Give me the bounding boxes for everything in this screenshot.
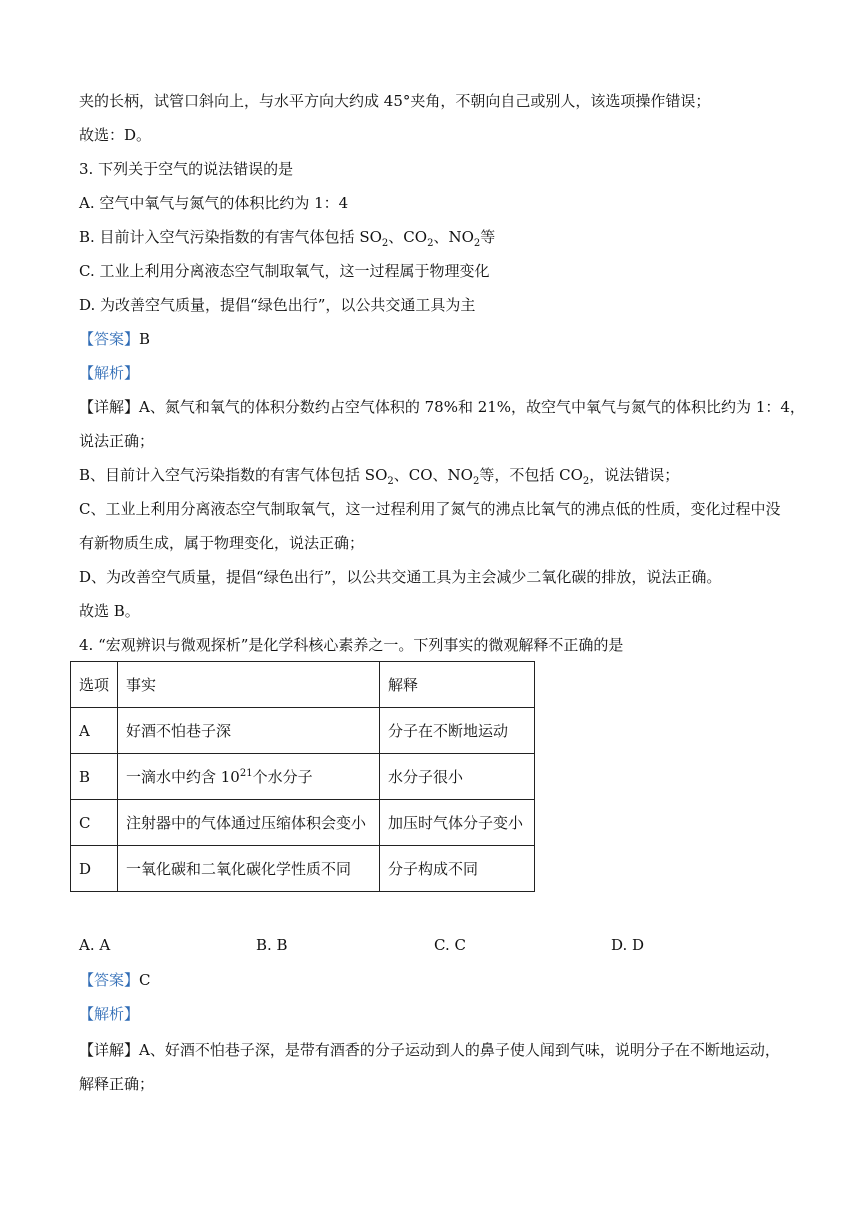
table-row [71, 800, 535, 846]
table-cell: A [71, 708, 118, 754]
text-fragment: B. 目前计入空气污染指数的有害气体包括 SO [79, 228, 382, 246]
subscript: 2 [427, 238, 434, 249]
question-3-option-d: D. 为改善空气质量，提倡“绿色出行”，以公共交通工具为主 [79, 296, 476, 314]
text-fragment: 、CO、NO [393, 466, 473, 484]
table-cell: 分子构成不同 [380, 846, 535, 892]
table-cell: 分子在不断地运动 [380, 708, 535, 754]
table-row [71, 846, 535, 892]
text-fragment: 等，不包括 CO [479, 466, 583, 484]
table-header-cell: 解释 [380, 662, 535, 708]
detail-line: D、为改善空气质量，提倡“绿色出行”，以公共交通工具为主会减少二氧化碳的排放，说法正确。 [79, 568, 722, 586]
table-cell [118, 754, 380, 800]
text-line: 夹的长柄，试管口斜向上，与水平方向大约成 45°夹角，不朝向自己或别人，该选项操作错误； [79, 92, 711, 110]
subscript: 2 [473, 238, 481, 249]
answer-line [79, 970, 151, 990]
table-row [71, 754, 535, 800]
text-line: 故选：D。 [79, 126, 152, 144]
text-fragment: ，说法错误； [589, 466, 680, 484]
table-cell: 一氧化碳和二氧化碳化学性质不同 [118, 846, 380, 892]
table-header-cell: 事实 [118, 662, 380, 708]
detail-line: 【详解】A、氮气和氧气的体积分数约占空气体积的 78%和 21%，故空气中氧气与氮气的体积比约为 1：4， [79, 398, 805, 416]
facts-table [70, 661, 535, 892]
text-fragment: 等 [480, 228, 496, 246]
answer-value: C [139, 971, 151, 989]
answer-tag: 【答案】 [79, 971, 140, 989]
analysis-tag: 【解析】 [79, 1005, 140, 1023]
analysis-line [79, 1004, 139, 1024]
text-fragment: 个水分子 [252, 768, 313, 786]
detail-line: 解释正确； [79, 1075, 155, 1093]
table-cell: B [71, 754, 118, 800]
table-cell: 注射器中的气体通过压缩体积会变小 [118, 800, 380, 846]
analysis-line [79, 363, 139, 383]
text-fragment: 、CO [388, 228, 428, 246]
option-b: B. B [256, 936, 288, 954]
analysis-tag: 【解析】 [79, 364, 140, 382]
answer-line [79, 329, 150, 349]
option-a: A. A [79, 936, 111, 954]
table-cell: 好酒不怕巷子深 [118, 708, 380, 754]
detail-line: 有新物质生成，属于物理变化，说法正确； [79, 534, 365, 552]
text-fragment: B、目前计入空气污染指数的有害气体包括 SO [79, 466, 388, 484]
question-4-stem: 4. “宏观辨识与微观探析”是化学科核心素养之一。下列事实的微观解释不正确的是 [79, 636, 624, 654]
table-header-row [71, 662, 535, 708]
detail-line [79, 465, 679, 492]
subscript: 2 [582, 476, 590, 487]
answer-value: B [139, 330, 151, 348]
table-cell: D [71, 846, 118, 892]
choose-line: 故选 B。 [79, 602, 140, 620]
option-d: D. D [611, 936, 645, 954]
text-fragment: 、NO [433, 228, 474, 246]
table-header-cell: 选项 [71, 662, 118, 708]
subscript: 2 [472, 476, 480, 487]
question-3-option-b [79, 227, 495, 254]
option-c: C. C [434, 936, 466, 954]
answer-tag: 【答案】 [79, 330, 140, 348]
superscript: 21 [239, 768, 253, 779]
text-fragment: 一滴水中约含 10 [126, 768, 240, 786]
table-cell: 水分子很小 [380, 754, 535, 800]
table-row [71, 708, 535, 754]
subscript: 2 [381, 238, 389, 249]
detail-line: C、工业上利用分离液态空气制取氧气，这一过程利用了氮气的沸点比氧气的沸点低的性质，变化过程中没 [79, 500, 781, 518]
question-3-stem: 3. 下列关于空气的说法错误的是 [79, 160, 294, 178]
subscript: 2 [387, 476, 394, 487]
table-cell: 加压时气体分子变小 [380, 800, 535, 846]
question-3-option-c: C. 工业上利用分离液态空气制取氧气，这一过程属于物理变化 [79, 262, 490, 280]
question-3-option-a: A. 空气中氧气与氮气的体积比约为 1：4 [79, 194, 349, 212]
detail-line: 说法正确； [79, 432, 155, 450]
table-cell: C [71, 800, 118, 846]
detail-line: 【详解】A、好酒不怕巷子深，是带有酒香的分子运动到人的鼻子使人闻到气味，说明分子在不断地运动， [79, 1041, 780, 1059]
